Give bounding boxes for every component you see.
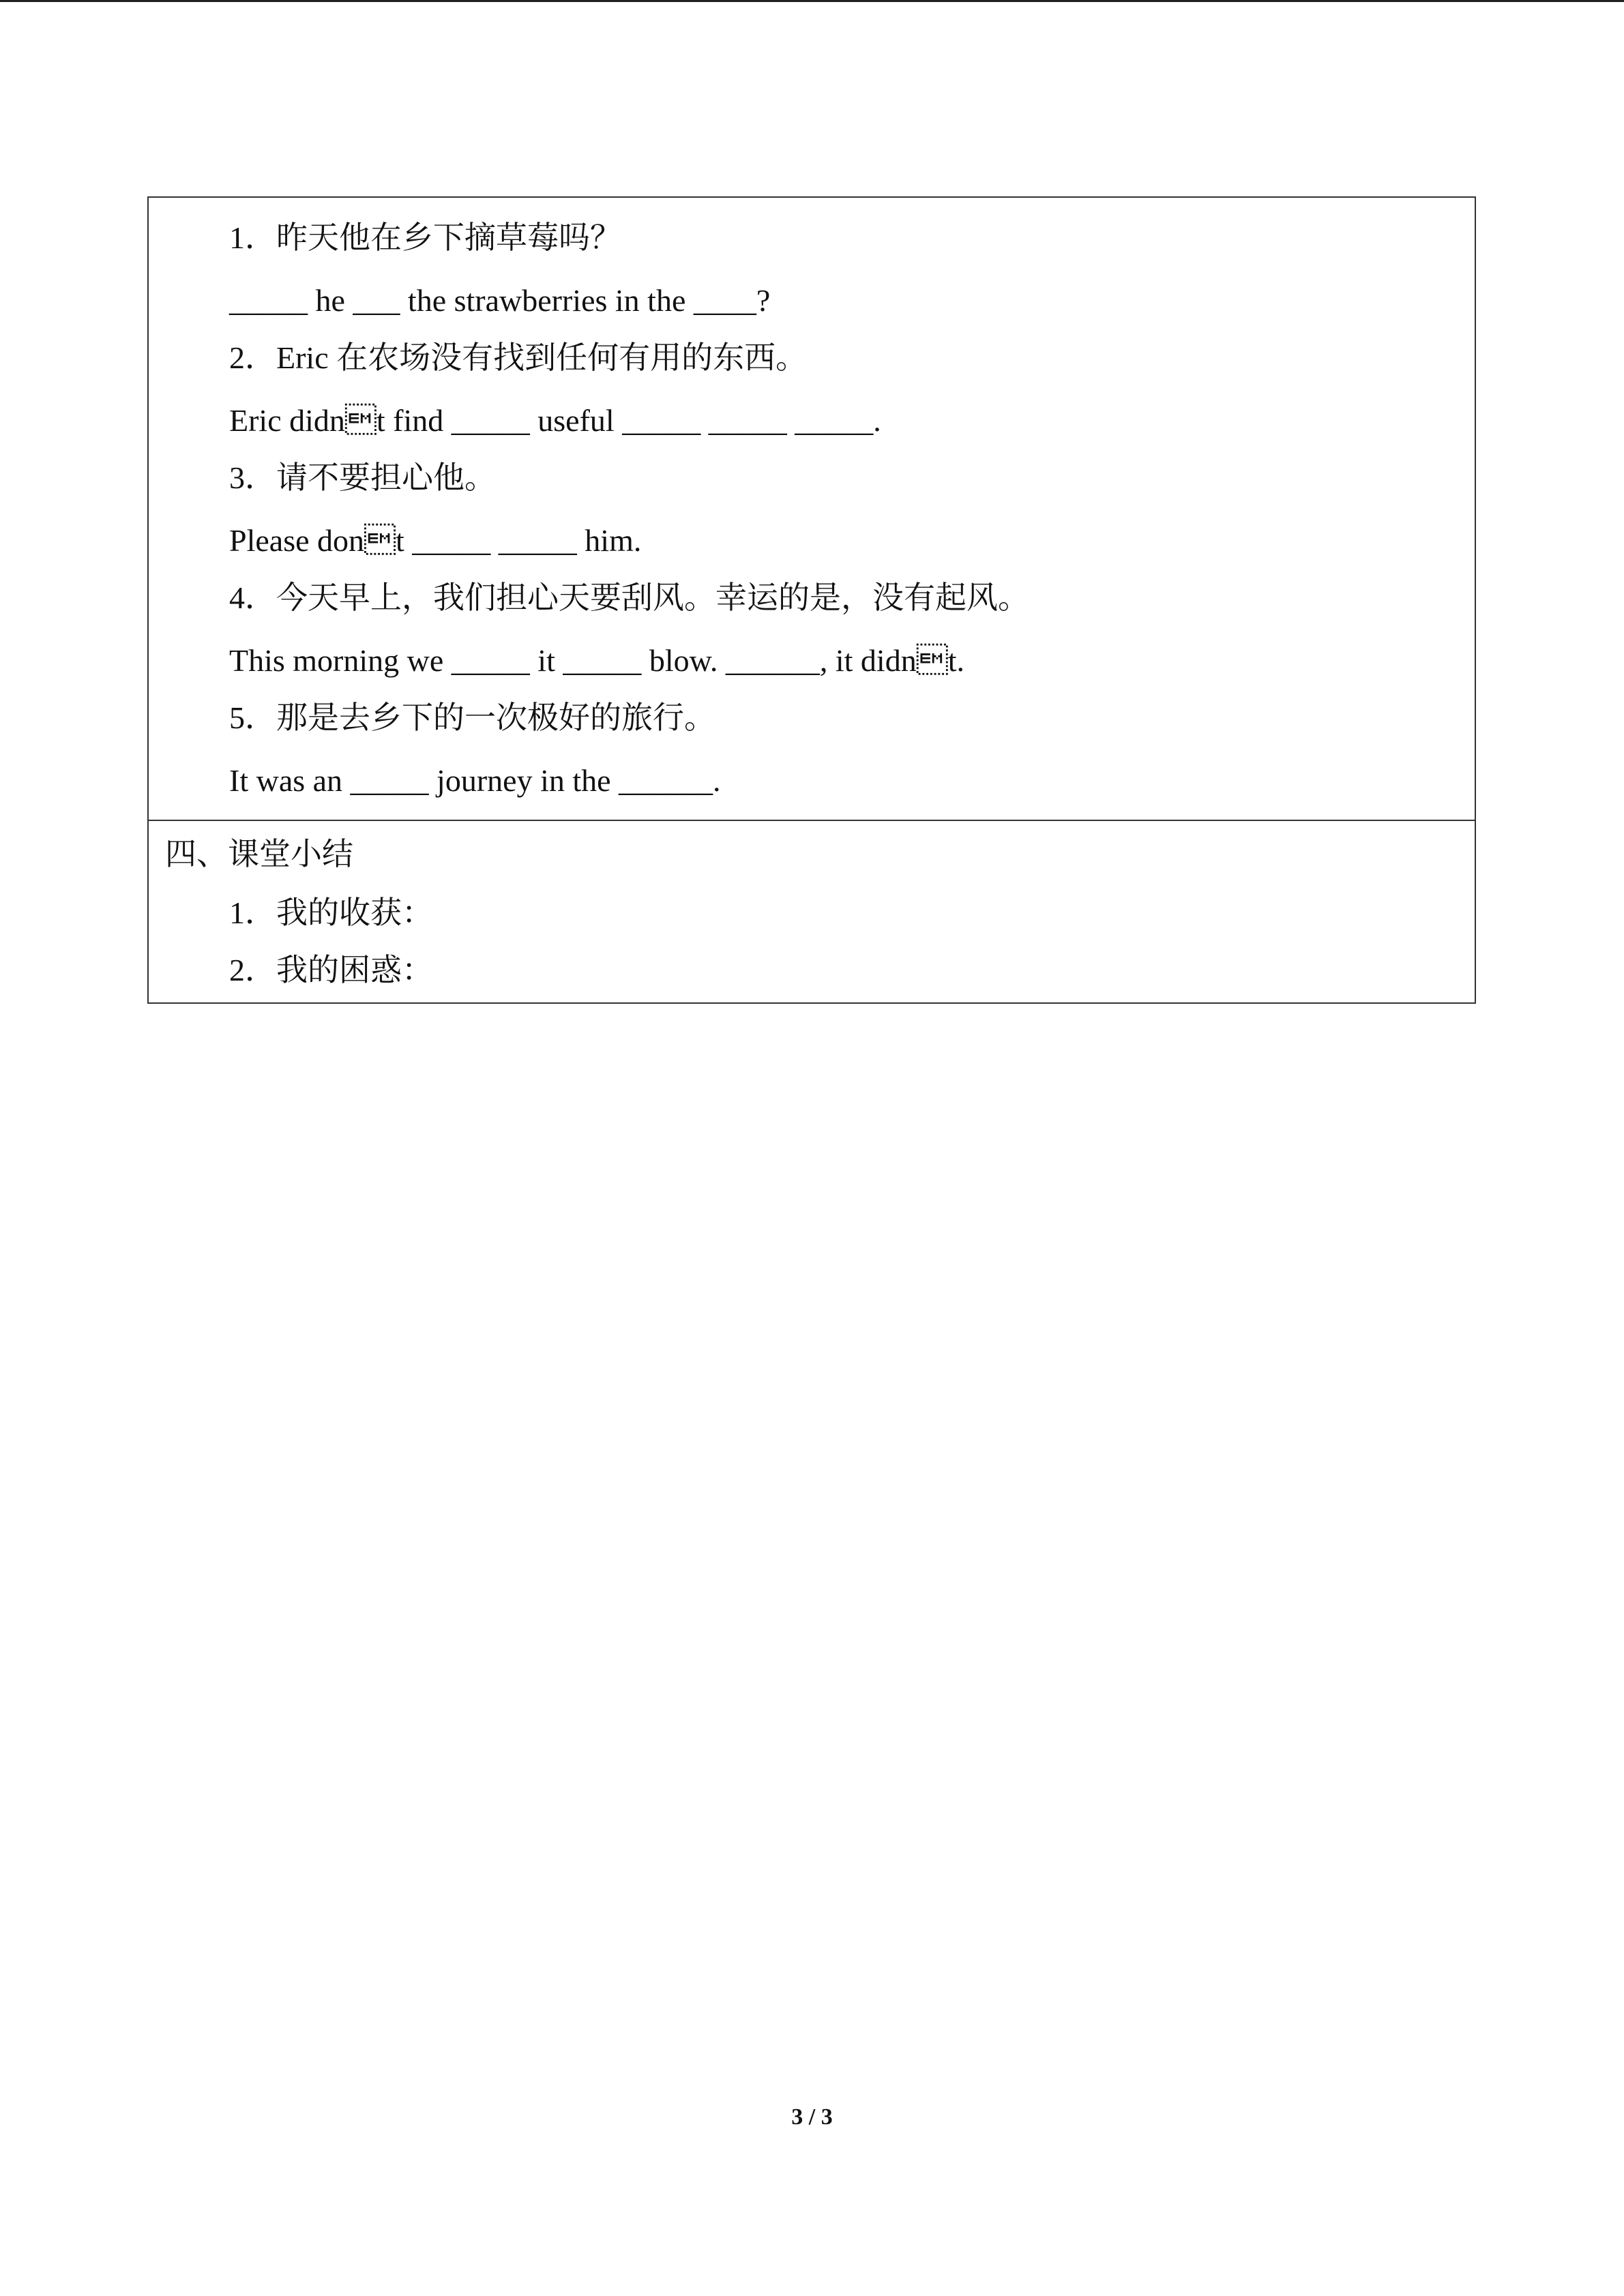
exercise-1-chinese: 1．昨天他在乡下摘草莓吗？	[229, 220, 621, 255]
exercise-4-english: This morning we _____ it _____ blow. ______, it didnt.	[229, 643, 964, 678]
exercise-2-english: Eric didnt find _____ useful _____ _____ _____.	[229, 403, 881, 438]
exercise-5-chinese: 5．那是去乡下的一次极好的旅行。	[229, 700, 715, 735]
exercise-3-english: Please dont _____ _____ him.	[229, 523, 642, 558]
summary-confusion-item: 2．我的困惑：	[229, 953, 433, 987]
worksheet-table	[147, 196, 1476, 1004]
translation-exercises-section	[149, 198, 1475, 821]
page-number: 3 / 3	[791, 2104, 833, 2130]
exercise-5-english: It was an _____ journey in the ______.	[229, 763, 721, 798]
exercise-2-chinese: 2．Eric 在农场没有找到任何有用的东西。	[229, 340, 808, 375]
exercise-3-chinese: 3．请不要担心他。	[229, 460, 496, 495]
class-summary-section	[149, 821, 1475, 1002]
exercise-1-english: _____ he ___ the strawberries in the ____?	[229, 283, 771, 318]
summary-heading: 四、课堂小结	[165, 837, 353, 871]
page-top-border	[0, 0, 1624, 2]
summary-gains-item: 1．我的收获：	[229, 895, 433, 930]
exercise-4-chinese: 4．今天早上，我们担心天要刮风。幸运的是，没有起风。	[229, 580, 1029, 615]
